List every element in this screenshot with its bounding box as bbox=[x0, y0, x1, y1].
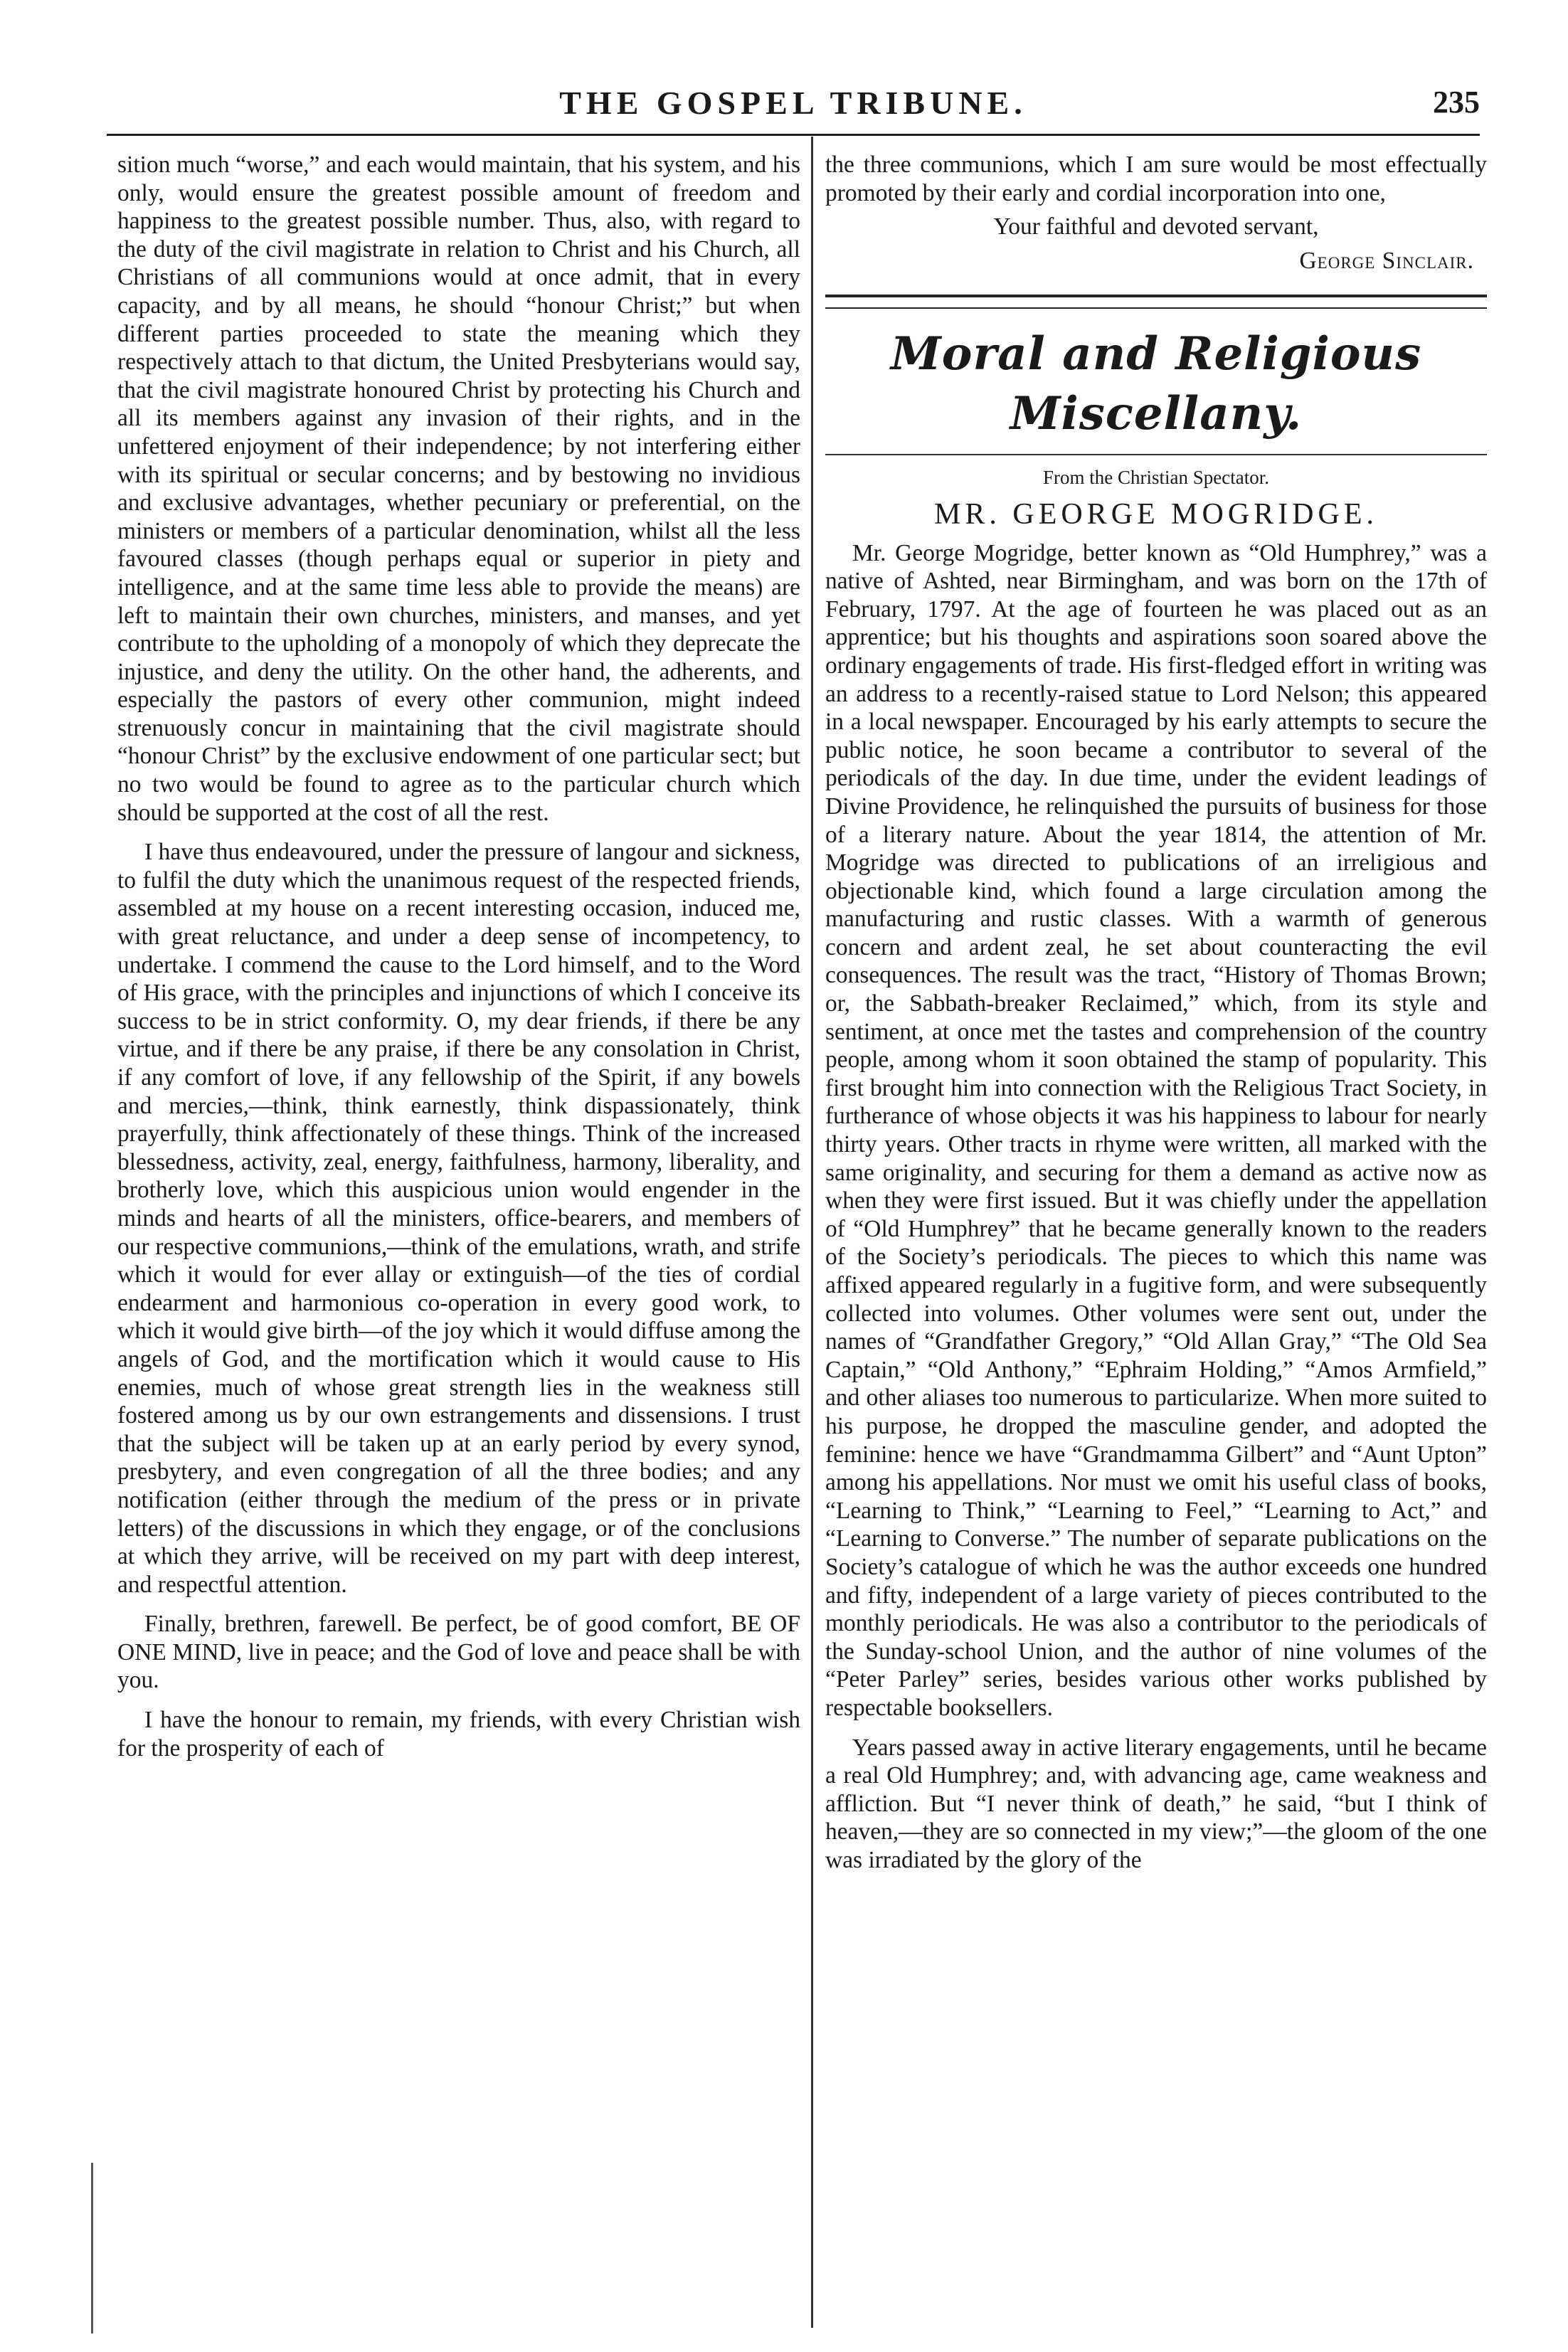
left-column bbox=[117, 151, 800, 1762]
body-paragraph: I have the honour to remain, my friends, with every Christian wish for the prosperity of each of bbox=[117, 1707, 800, 1762]
letter-closing: Your faithful and devoted servant, bbox=[993, 213, 1319, 240]
column-divider bbox=[811, 137, 813, 2328]
letter-continuation: the three communions, which I am sure would be most effectually promoted by their early and cordial incorporation into one, bbox=[825, 152, 1487, 206]
margin-mark bbox=[91, 2163, 93, 2334]
section-divider bbox=[825, 295, 1487, 309]
body-paragraph: sition much “worse,” and each would maintain, that his system, and his only, would ensure the greatest possible amount of freedom and happiness to the greatest possible number. Thus, also, with regard to the duty of the civil magistrate in relation to Christ and his Church, all Christians of all communions would at once admit, that in every capacity, and by all means, he should “honour Christ;” but when different parties proceeded to state the meaning which they respectively attach to that dictum, the United Presbyterians would say, that the civil magistrate honoured Christ by protecting his Church and all its members against any invasion of their rights, and in the unfettered enjoyment of their independence; by not interfering either with its spiritual or secular concerns; and by bestowing no invidious and exclusive advantages, whether pecuniary or preferential, on the ministers or members of a particular denomination, whilst all the less favoured classes (though perhaps equal or superior in piety and intelligence, and at the same time less able to provide the means) are left to maintain their own churches, ministers, and manses, and yet contribute to the upholding of a monopoly of which they deprecate the injustice, and deny the utility. On the other hand, the adherents, and especially the pastors of every other communion, might indeed strenuously concur in maintaining that the civil magistrate should “honour Christ” by the exclusive endowment of one particular sect; but no two would be found to agree as to the particular church which should be supported at the cost of all the rest. bbox=[117, 152, 800, 826]
body-paragraph: Finally, brethren, farewell. Be perfect, be of good comfort, BE OF ONE MIND, live in peace; and the God of love and peace shall be with you. bbox=[117, 1611, 800, 1694]
article-paragraph: Mr. George Mogridge, better known as “Old Humphrey,” was a native of Ashted, near Birmingham, and was born on the 17th of February, 1797. At the age of fourteen he was placed out as an apprentice; but his thoughts and aspirations soon soared above the ordinary engagements of trade. His first-fledged effort in writing was an address to a recently-raised statue to Lord Nelson; this appeared in a local newspaper. Encouraged by his early attempts to secure the public notice, he soon became a contributor to several of the periodicals of the day. In due time, under the evident leadings of Divine Providence, he relinquished the pursuits of business for those of a literary nature. About the year 1814, the attention of Mr. Mogridge was directed to publications of an irreligious and objectionable kind, which found a large circulation among the manufacturing and rustic classes. With a warmth of generous concern and ardent zeal, he set about counteracting the evil consequences. The result was the tract, “History of Thomas Brown; or, the Sabbath-breaker Reclaimed,” which, from its style and sentiment, at once met the tastes and comprehension of the country people, among whom it soon obtained the stamp of popularity. This first brought him into connection with the Religious Tract Society, in furtherance of whose objects it was his happiness to labour for nearly thirty years. Other tracts in rhyme were written, all marked with the same originality, and securing for them a demand as active now as when they were first issued. But it was chiefly under the appellation of “Old Humphrey” that he became generally known to the readers of the Society’s periodicals. The pieces to which this name was affixed appeared regularly in a fugitive form, and were subsequently collected into volumes. Other volumes were sent out, under the names of “Grandfather Gregory,” “Old Allan Gray,” “The Old Sea Captain,” “Old Anthony,” “Ephraim Holding,” “Amos Armfield,” and other aliases too numerous to particularize. When more suited to his purpose, he dropped the masculine gender, and adopted the feminine: hence we have “Grandmamma Gilbert” and “Aunt Upton” among his appellations. Nor must we omit his useful class of books, “Learning to Think,” “Learning to Feel,” “Learning to Act,” and “Learning to Converse.” The number of separate publications on the Society’s catalogue of which he was the author exceeds one hundred and fifty, independent of a large variety of pieces contributed to the monthly periodicals. He was also a contributor to the periodicals of the Sunday-school Union, and the author of nine volumes of the “Peter Parley” series, besides various other works published by respectable booksellers. bbox=[825, 539, 1487, 1721]
article-title: MR. GEORGE MOGRIDGE. bbox=[934, 497, 1378, 531]
source-credit: From the Christian Spectator. bbox=[1043, 467, 1269, 489]
section-title: Moral and Religious Miscellany. bbox=[890, 327, 1422, 441]
title-underline bbox=[825, 454, 1487, 455]
article-paragraph: Years passed away in active literary engagements, until he became a real Old Humphrey; and, with advancing age, came weakness and affliction. But “I never think of death,” he said, “but I think of heaven,—they are so connected in my view;”—the gloom of the one was irradiated by the glory of the bbox=[825, 1734, 1487, 1873]
right-column bbox=[825, 151, 1487, 1874]
page-number: 235 bbox=[1433, 85, 1480, 120]
body-paragraph: I have thus endeavoured, under the pressure of langour and sickness, to fulfil the duty which the unanimous request of the respected friends, assembled at my house on a recent interesting occasion, induced me, with great reluctance, and under a deep sense of incompetency, to undertake. I commend the cause to the Lord himself, and to the Word of His grace, with the principles and injunctions of which I conceive its success to be in strict conformity. O, my dear friends, if there be any virtue, and if there be any praise, if there be any consolation in Christ, if any comfort of love, if any fellowship of the Spirit, if any bowels and mercies,—think, think earnestly, think dispassionately, think prayerfully, think affectionately of these things. Think of the increased blessedness, activity, zeal, energy, faithfulness, harmony, liberality, and brotherly love, which this auspicious union would engender in the minds and hearts of all the ministers, office-bearers, and members of our respective communions,—think of the emulations, wrath, and strife which it would for ever allay or extinguish—of the ties of cordial endearment and harmonious co-operation in every good work, to which it would give birth—of the joy which it would diffuse among the angels of God, and the mortification which it would cause to His enemies, much of whose great strength lies in the weakness still fostered among us by our own estrangements and dissensions. I trust that the subject will be taken up at an early period by every synod, presbytery, and even congregation of all the three bodies; and any notification (either through the medium of the press or in private letters) of the discussions in which they engage, or of the conclusions at which they arrive, will be received on my part with deep interest, and respectful attention. bbox=[117, 839, 800, 1598]
running-header bbox=[107, 84, 1480, 136]
letter-signature: George Sinclair. bbox=[1299, 247, 1474, 274]
publication-title: THE GOSPEL TRIBUNE. bbox=[559, 85, 1027, 121]
